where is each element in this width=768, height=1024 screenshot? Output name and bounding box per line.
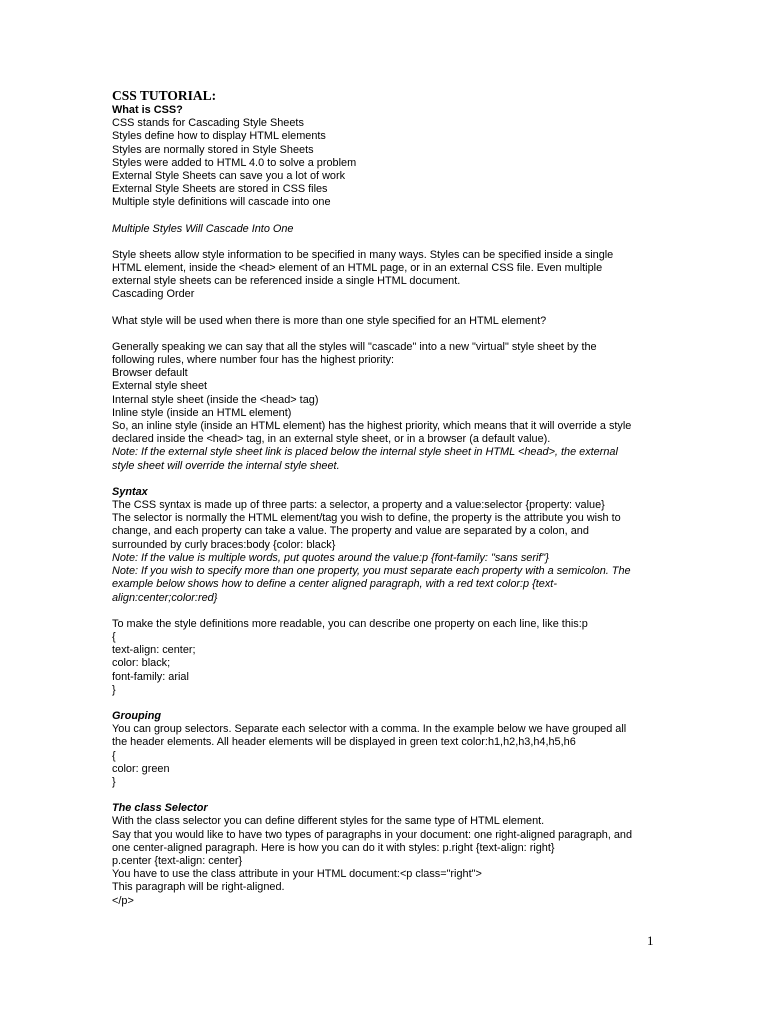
syntax-note-line: Note: If you wish to specify more than one property, you must separate each property with a semicolon. The: [112, 565, 631, 578]
intro-line: Styles are normally stored in Style Sheets: [112, 143, 314, 156]
grouping-line: You can group selectors. Separate each selector with a comma. In the example below we have grouped all: [112, 723, 627, 736]
cascade-question: What style will be used when there is more than one style specified for an HTML element?: [112, 314, 547, 327]
cascade-rule: External style sheet: [112, 380, 208, 393]
grouping-line: the header elements. All header elements will be displayed in green text color:h1,h2,h3,h4,h5,h6: [112, 736, 576, 749]
intro-heading: What is CSS?: [112, 104, 183, 116]
cascade-note-line: style sheet will override the internal style sheet.: [112, 459, 340, 472]
cascade-rule: Browser default: [112, 367, 188, 380]
syntax-readable-intro: To make the style definitions more readable, you can describe one property on each line, like this:p: [112, 617, 588, 630]
class-selector-line: one center-aligned paragraph. Here is how you can do it with styles: p.right {text-align: right}: [112, 841, 555, 854]
cascade-paragraph-line: So, an inline style (inside an HTML element) has the highest priority, which means that it will override a style: [112, 420, 632, 433]
grouping-heading: Grouping: [112, 709, 161, 722]
code-line: color: green: [112, 762, 170, 775]
intro-section: [112, 104, 642, 210]
intro-line: External Style Sheets are stored in CSS files: [112, 183, 328, 196]
cascade-paragraph-line: following rules, where number four has the highest priority:: [112, 354, 395, 367]
syntax-line: surrounded by curly braces:body {color: black}: [112, 538, 336, 551]
document-content: [112, 88, 642, 908]
class-selector-line: </p>: [112, 894, 134, 907]
syntax-note-line: example below shows how to define a center aligned paragraph, with a red text color:p {text-: [112, 578, 557, 591]
syntax-note-line: align:center;color:red}: [112, 591, 218, 604]
code-line: }: [112, 775, 116, 788]
cascade-heading: Multiple Styles Will Cascade Into One: [112, 222, 294, 235]
syntax-note-line: Note: If the value is multiple words, put quotes around the value:p {font-family: "sans serif"}: [112, 551, 549, 564]
class-selector-line: p.center {text-align: center}: [112, 854, 243, 867]
class-selector-line: You have to use the class attribute in your HTML document:<p class="right">: [112, 868, 482, 881]
class-selector-line: With the class selector you can define different styles for the same type of HTML element.: [112, 815, 545, 828]
page-number: 1: [647, 933, 654, 948]
intro-line: Styles were added to HTML 4.0 to solve a problem: [112, 156, 357, 169]
cascading-order-label: Cascading Order: [112, 288, 195, 301]
class-selector-line: This paragraph will be right-aligned.: [112, 881, 285, 894]
code-line: {: [112, 630, 116, 643]
code-line: }: [112, 683, 116, 696]
code-line: text-align: center;: [112, 644, 196, 657]
grouping-section: [112, 710, 642, 789]
cascade-paragraph-line: Style sheets allow style information to be specified in many ways. Styles can be specified inside a single: [112, 248, 614, 261]
code-line: {: [112, 749, 116, 762]
cascade-paragraph-line: HTML element, inside the <head> element of an HTML page, or in an external CSS file. Even multiple: [112, 262, 603, 275]
syntax-heading: Syntax: [112, 485, 148, 498]
page-title: CSS TUTORIAL:: [112, 88, 217, 103]
cascade-section: [112, 223, 642, 473]
syntax-line: change, and each property can take a value. The property and value are separated by a colon, and: [112, 525, 589, 538]
cascade-rule: Inline style (inside an HTML element): [112, 406, 292, 419]
class-selector-section: [112, 802, 642, 908]
cascade-rule: Internal style sheet (inside the <head> tag): [112, 393, 319, 406]
class-selector-line: Say that you would like to have two types of paragraphs in your document: one right-aligned paragraph, and: [112, 828, 633, 841]
intro-line: Multiple style definitions will cascade into one: [112, 196, 331, 209]
intro-line: External Style Sheets can save you a lot of work: [112, 170, 346, 183]
code-line: font-family: arial: [112, 670, 189, 683]
intro-line: Styles define how to display HTML elements: [112, 130, 326, 143]
cascade-paragraph-line: declared inside the <head> tag, in an external style sheet, or in a browser (a default value).: [112, 433, 551, 446]
intro-line: CSS stands for Cascading Style Sheets: [112, 117, 304, 130]
cascade-paragraph-line: external style sheets can be referenced inside a single HTML document.: [112, 275, 461, 288]
syntax-line: The selector is normally the HTML element/tag you wish to define, the property is the attribute you wish to: [112, 512, 621, 525]
syntax-section: [112, 486, 642, 697]
class-selector-heading: The class Selector: [112, 802, 208, 815]
cascade-note-line: Note: If the external style sheet link is placed below the internal style sheet in HTML <head>, the external: [112, 446, 618, 459]
syntax-line: The CSS syntax is made up of three parts: a selector, a property and a value:selector {property: value}: [112, 499, 605, 512]
cascade-paragraph-line: Generally speaking we can say that all the styles will "cascade" into a new "virtual" style sheet by the: [112, 340, 597, 353]
code-line: color: black;: [112, 657, 171, 670]
